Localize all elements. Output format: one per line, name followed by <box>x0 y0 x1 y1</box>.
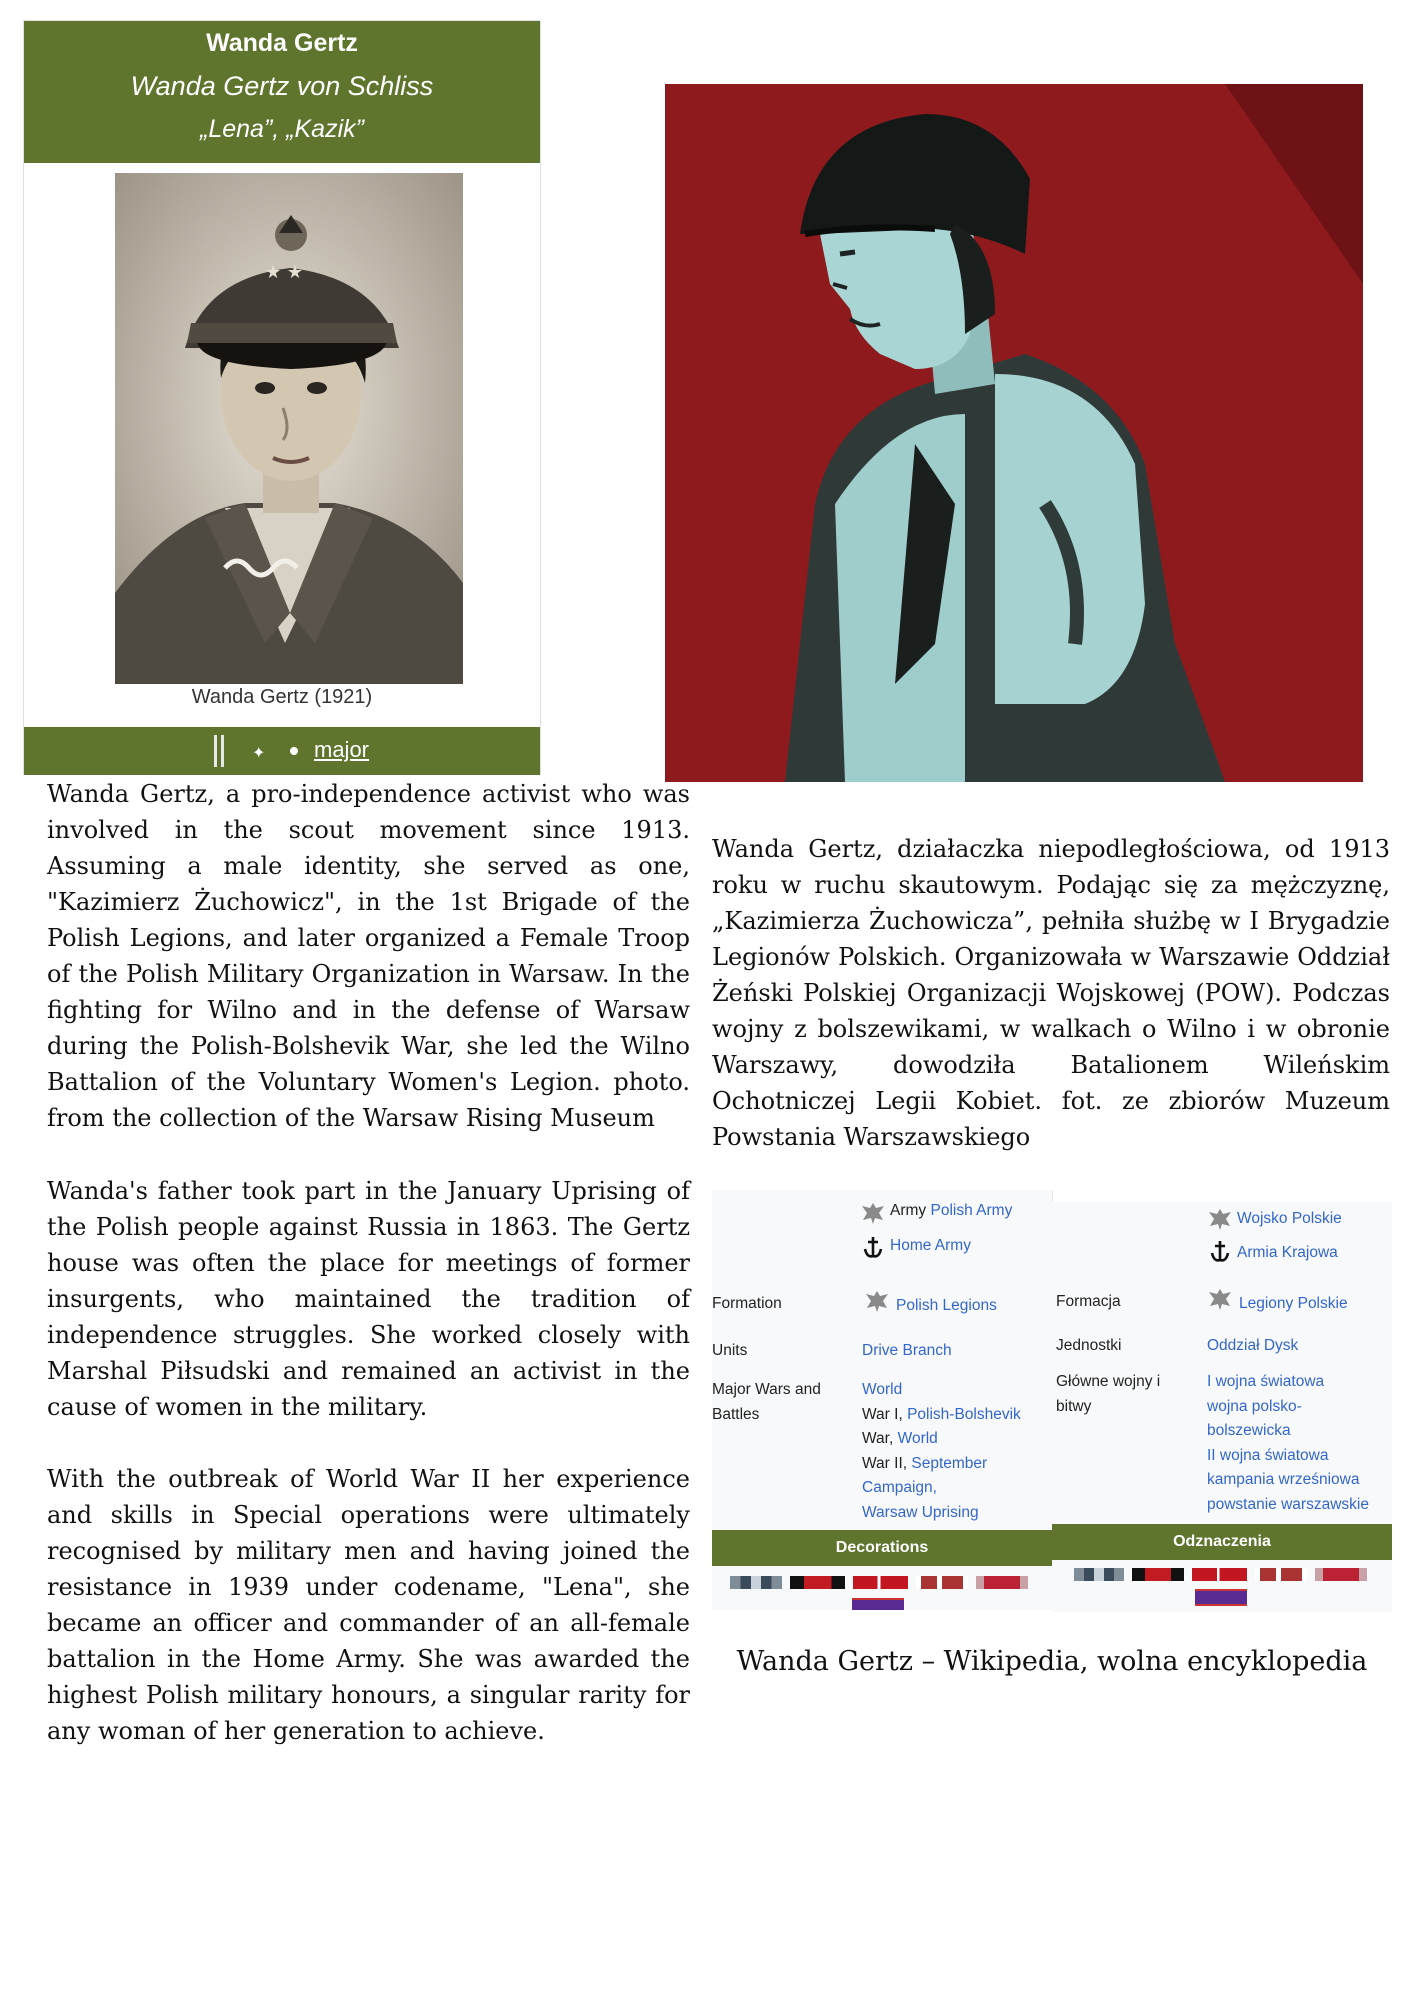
ribbon-2[interactable] <box>790 1576 845 1589</box>
infobox-name: Wanda Gertz <box>206 29 358 57</box>
wojny-label: Główne wojny i bitwy <box>1056 1373 1161 1415</box>
wars-list: World War I, Polish-Bolshevik War, World War II, September Campaign, Warsaw Uprising <box>862 1381 1021 1521</box>
ribbon-4[interactable] <box>1255 1568 1307 1581</box>
ribbon-6[interactable] <box>1195 1589 1247 1606</box>
i-wojna-link[interactable]: I wojna światowa <box>1207 1373 1325 1390</box>
ribbon-6[interactable] <box>852 1598 904 1610</box>
wars-label: Major Wars and Battles <box>712 1381 821 1423</box>
kampania-link[interactable]: kampania wrześniowa <box>1207 1471 1360 1488</box>
wikipedia-infobox-polish <box>1052 1202 1392 1612</box>
infobox-nicknames: „Lena”, „Kazik” <box>200 115 364 143</box>
units-label: Units <box>712 1342 748 1359</box>
wikipedia-caption: Wanda Gertz – Wikipedia, wolna encyklopedia <box>736 1646 1368 1677</box>
infobox-photo-caption: Wanda Gertz (1921) <box>191 686 373 708</box>
powstanie-link[interactable]: powstanie warszawskie <box>1207 1495 1369 1513</box>
paragraph-polish-biography: Wanda Gertz, działaczka niepodległościowa, od 1913 roku w ruchu skautowym. Podając się za mężczyznę, „Kazimierza Żuchowicza”, pełniła służbę w I Brygadzie Legionów Polskich. Organizowała w Warszawie Oddział Żeński Polskiej Organizacji Wojskowej (POW). Podczas wojny z bolszewikami, w walkach o Wilno i w obronie Warszawy, dowodziła Batalionem Wileńskim Ochotniczej Legii Kobiet. fot. ze zbiorów Muzeum Powstania Warszawskiego <box>712 835 1390 1151</box>
rank-link[interactable]: major <box>314 737 370 762</box>
anchor-icon <box>1207 1238 1233 1264</box>
ii-wojna-link[interactable]: II wojna światowa <box>1207 1446 1329 1464</box>
infobox-header <box>24 21 540 163</box>
ribbon-3[interactable] <box>853 1576 908 1589</box>
warsaw-uprising-link[interactable]: Warsaw Uprising <box>862 1503 979 1521</box>
wojsko-polskie-link[interactable]: Wojsko Polskie <box>1237 1210 1342 1227</box>
armia-krajowa-link[interactable]: Armia Krajowa <box>1237 1244 1338 1261</box>
rank-insignia-icon <box>210 735 306 767</box>
polish-eagle-icon <box>860 1200 886 1226</box>
anchor-icon <box>860 1234 886 1260</box>
bolszewicka-link[interactable]: bolszewicka <box>1207 1422 1291 1439</box>
legiony-polskie-link[interactable]: Legiony Polskie <box>1239 1295 1348 1312</box>
decorations-header: Decorations <box>712 1530 1052 1566</box>
infobox-full-name: Wanda Gertz von Schliss <box>130 71 434 101</box>
polish-bolshevik-link[interactable]: Polish-Bolshevik <box>907 1405 1021 1423</box>
profile-portrait <box>665 84 1363 782</box>
odznaczenia-header: Odznaczenia <box>1052 1524 1392 1560</box>
september-link[interactable]: September <box>911 1454 988 1472</box>
paragraph-world-war-ii: With the outbreak of World War II her experience and skills in Special operations were ultimately recognised by military men and having joined the resistance in 1939 under codename, "Lena", she became an officer and commander of an all-female battalion in the Home Army. She was awarded the highest Polish military honours, a singular rarity for any woman of her generation to achieve. <box>47 1465 690 1745</box>
wojna-polsko-link[interactable]: wojna polsko- <box>1207 1397 1302 1415</box>
formacja-label: Formacja <box>1056 1293 1121 1310</box>
infobox <box>23 20 541 775</box>
ribbon-3[interactable] <box>1192 1568 1247 1581</box>
ribbon-5[interactable] <box>976 1576 1028 1589</box>
drive-branch-link[interactable]: Drive Branch <box>862 1342 952 1359</box>
portrait-photo-1921 <box>115 173 463 684</box>
formation-label: Formation <box>712 1295 782 1312</box>
home-army-link[interactable]: Home Army <box>890 1237 971 1254</box>
polish-eagle-icon <box>864 1288 890 1314</box>
world-war-link[interactable]: World <box>862 1381 903 1398</box>
polish-legions-link[interactable]: Polish Legions <box>896 1297 997 1314</box>
paragraph-father-uprising: Wanda's father took part in the January Uprising of the Polish people against Russia in 1863. The Gertz house was often the place for meetings of former insurgents, who maintained the tradition of independence struggles. She worked closely with Marshal Piłsudski and remained an activist in the cause of women in the military. <box>47 1177 690 1421</box>
army-row: Army Polish Army <box>890 1202 1013 1219</box>
polish-eagle-icon <box>1207 1206 1233 1232</box>
paragraph-english-biography: Wanda Gertz, a pro-independence activist who was involved in the scout movement since 1913. Assuming a male identity, she served as one, "Kazimierz Żuchowicz", in the 1st Brigade of the Polish Legions, and later organized a Female Troop of the Polish Military Organization in Warsaw. In the fighting for Wilno and in the defense of Warsaw during the Polish-Bolshevik War, she led the Wilno Battalion of the Voluntary Women's Legion. photo. from the collection of the Warsaw Rising Museum <box>47 780 690 1132</box>
ribbon-1[interactable] <box>730 1576 782 1589</box>
polish-eagle-icon <box>1207 1286 1233 1312</box>
wojny-list <box>1207 1370 1369 1517</box>
svg-text:✦: ✦ <box>252 743 266 762</box>
wikipedia-infobox-english <box>712 1190 1053 1610</box>
ribbon-2[interactable] <box>1132 1568 1184 1581</box>
ribbon-1[interactable] <box>1074 1568 1124 1581</box>
polish-army-link[interactable]: Polish Army <box>930 1202 1013 1219</box>
ribbon-5[interactable] <box>1315 1568 1367 1581</box>
jednostki-label: Jednostki <box>1056 1337 1122 1354</box>
ribbon-4[interactable] <box>916 1576 968 1589</box>
campaign-link[interactable]: Campaign, <box>862 1479 937 1496</box>
svg-text:★ ★: ★ ★ <box>265 262 303 283</box>
infobox-rank-bar <box>24 727 540 775</box>
oddzial-dysk-link[interactable]: Oddział Dysk <box>1207 1337 1299 1354</box>
world-war-2-link[interactable]: World <box>897 1430 938 1447</box>
